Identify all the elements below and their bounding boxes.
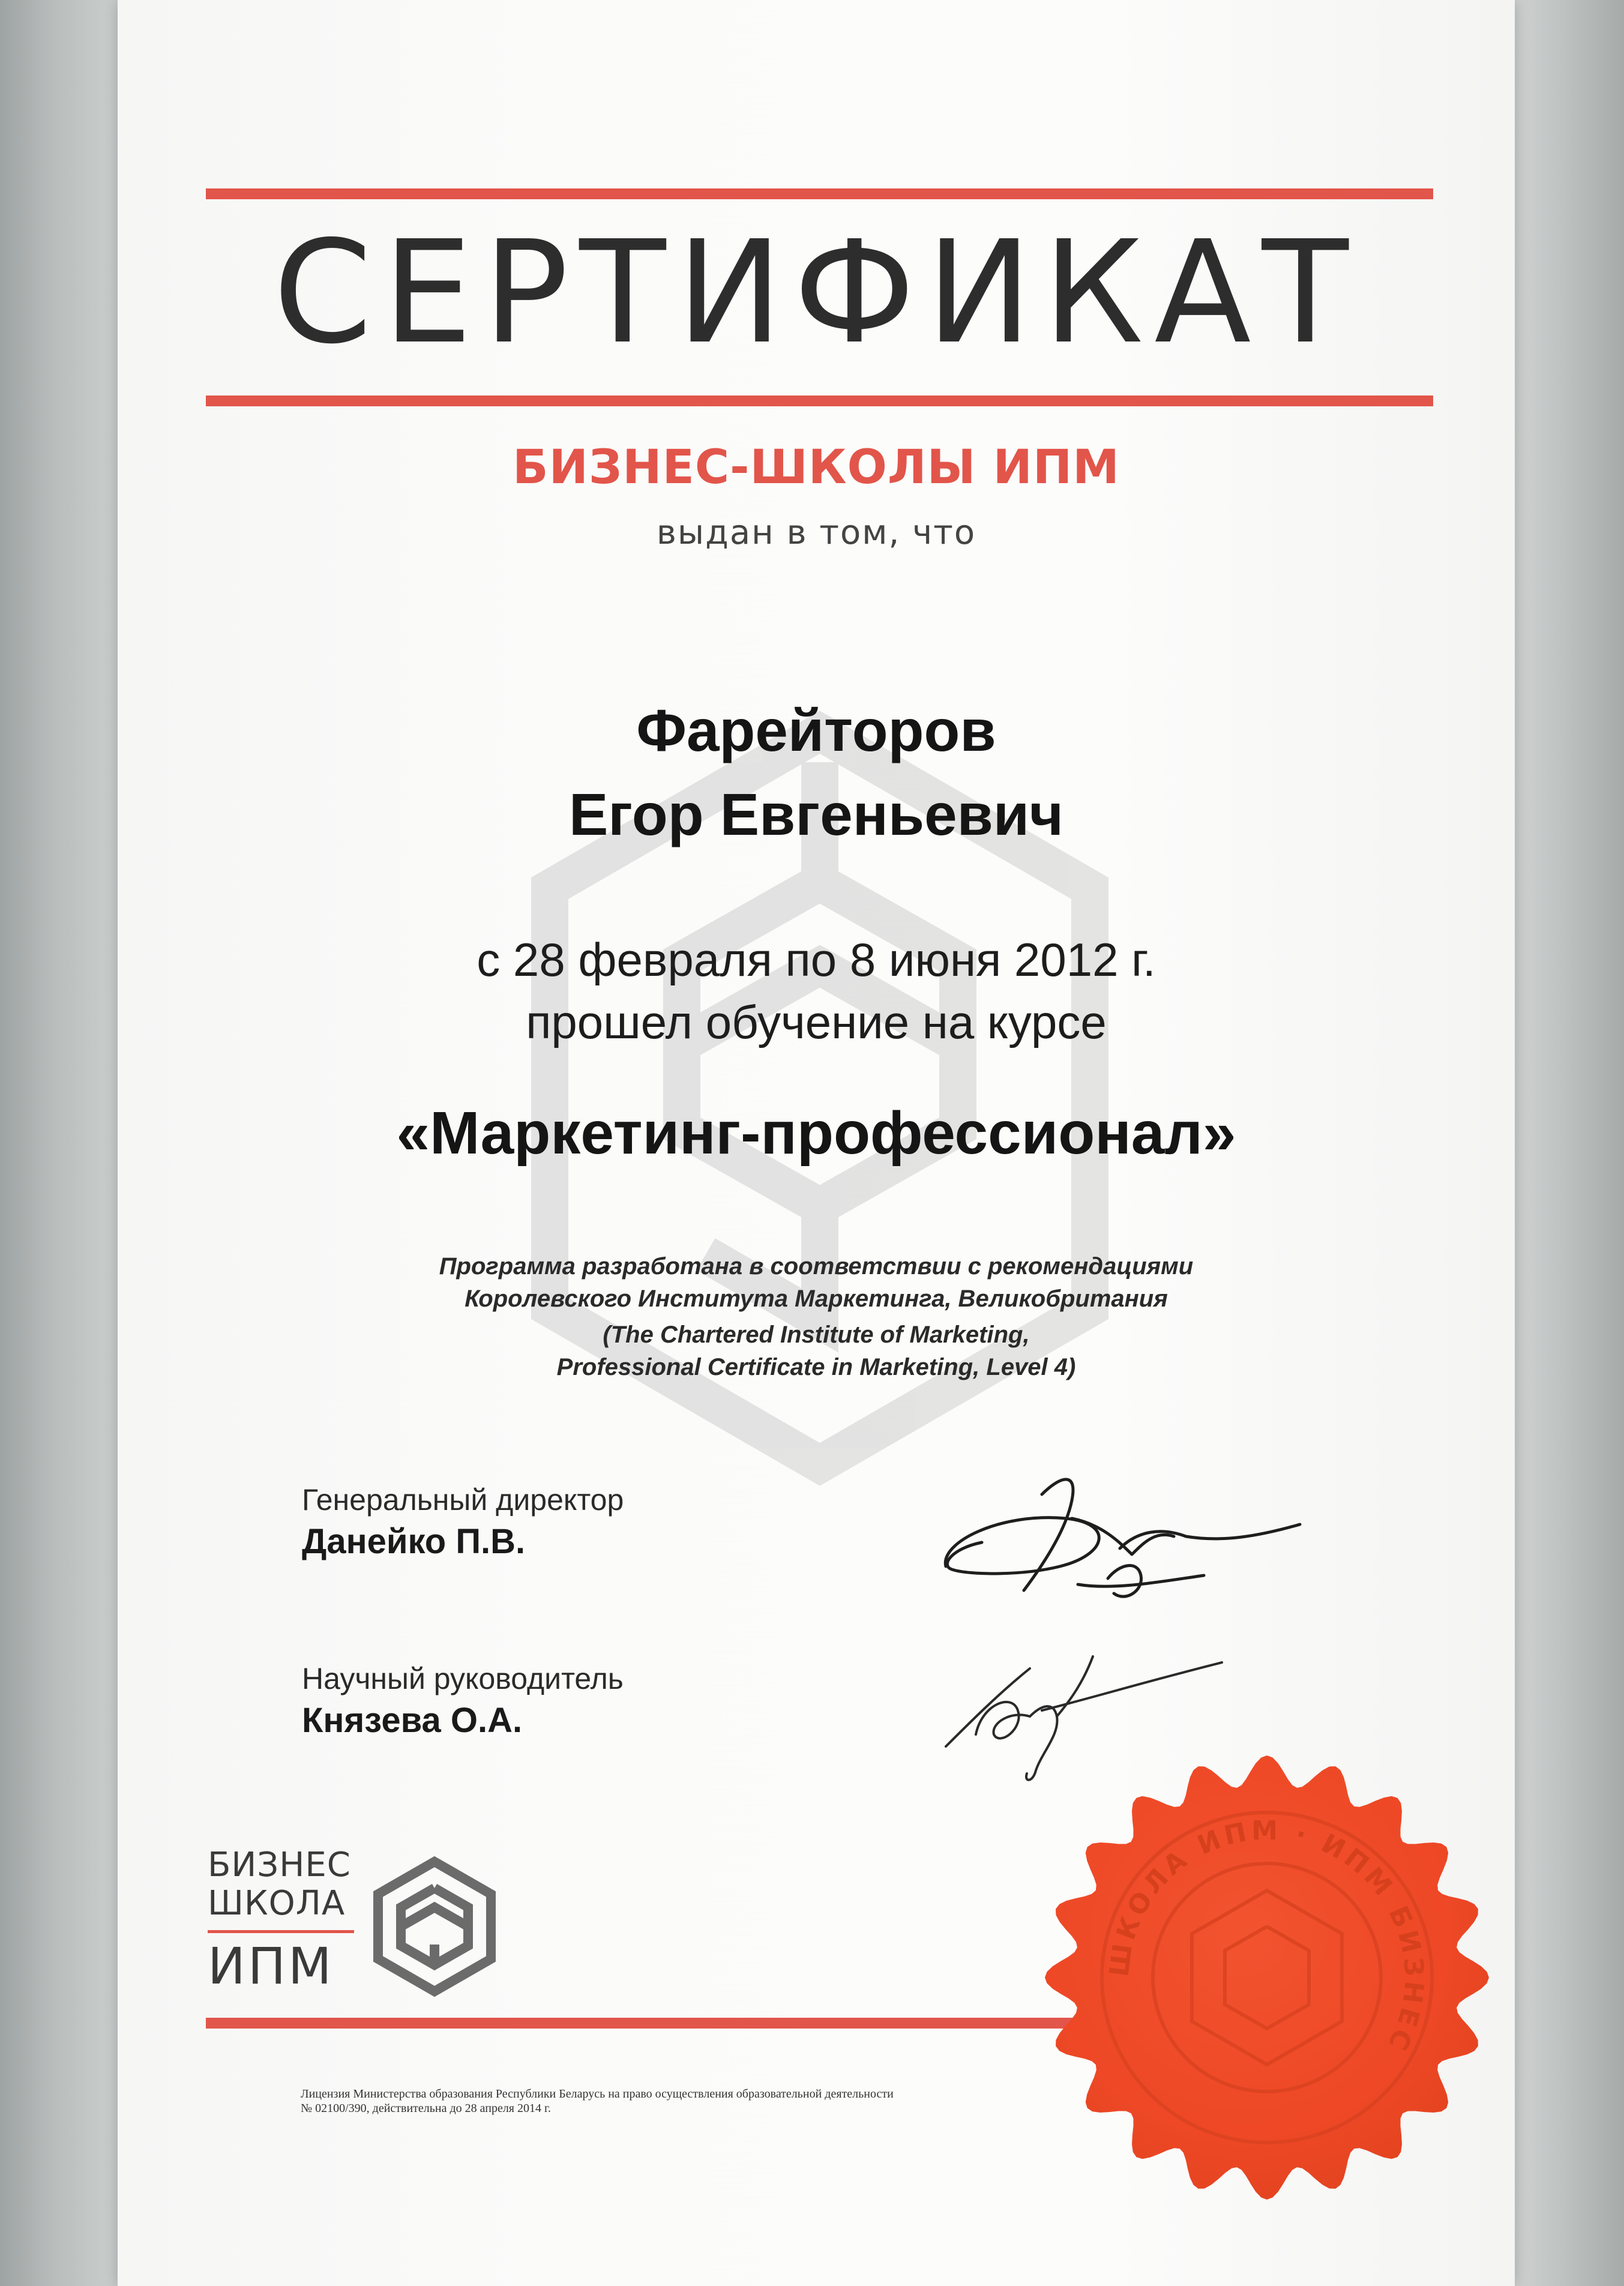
- director-name: Данейко П.В.: [302, 1522, 526, 1561]
- logo-text-line: ИПМ: [208, 1937, 334, 1996]
- top-rule: [206, 188, 1433, 199]
- course-intro: прошел обучение на курсе: [526, 996, 1107, 1048]
- certificate-sheet: [118, 0, 1515, 2286]
- advisor-name: Князева О.А.: [302, 1701, 523, 1740]
- logo-text-line: ШКОЛА: [208, 1884, 346, 1923]
- school-logo: [208, 1845, 520, 1999]
- bottom-rule: [206, 2018, 1142, 2029]
- seal-inscription: ШКОЛА ИПМ · ИПМ БИЗНЕС: [1104, 1815, 1430, 2058]
- issued-text: выдан в том, что: [656, 513, 976, 552]
- program-note-line: Программа разработана в соответствии с рекомендациями: [439, 1253, 1194, 1280]
- certificate-title: СЕРТИФИКАТ: [273, 210, 1359, 375]
- school-name: БИЗНЕС-ШКОЛЫ ИПМ: [513, 441, 1120, 495]
- title-underline-rule: [206, 396, 1433, 406]
- logo-text-line: БИЗНЕС: [208, 1845, 351, 1884]
- course-name: «Маркетинг-профессионал»: [396, 1099, 1236, 1167]
- advisor-role: Научный руководитель: [302, 1662, 624, 1695]
- director-signature: [934, 1452, 1330, 1614]
- hexagon-logo-icon: [362, 1854, 507, 1999]
- recipient-given-names: Егор Евгеньевич: [568, 781, 1064, 847]
- license-text: [301, 2087, 894, 2116]
- program-note-line: (The Chartered Institute of Marketing,: [603, 1322, 1030, 1348]
- course-period: с 28 февраля по 8 июня 2012 г.: [477, 933, 1156, 986]
- program-note-line: Королевского Института Маркетинга, Великобритания: [465, 1286, 1168, 1312]
- license-line: Лицензия Министерства образования Республики Беларусь на право осуществления образовательной деятельности: [301, 2087, 894, 2101]
- program-note-line: Professional Certificate in Marketing, Level 4): [556, 1354, 1076, 1380]
- license-line: № 02100/390, действительна до 28 апреля 2014 г.: [301, 2102, 551, 2115]
- recipient-surname: Фарейторов: [636, 697, 996, 763]
- wax-seal: [1036, 1746, 1498, 2203]
- director-role: Генеральный директор: [302, 1483, 624, 1517]
- logo-accent-line: [208, 1930, 354, 1933]
